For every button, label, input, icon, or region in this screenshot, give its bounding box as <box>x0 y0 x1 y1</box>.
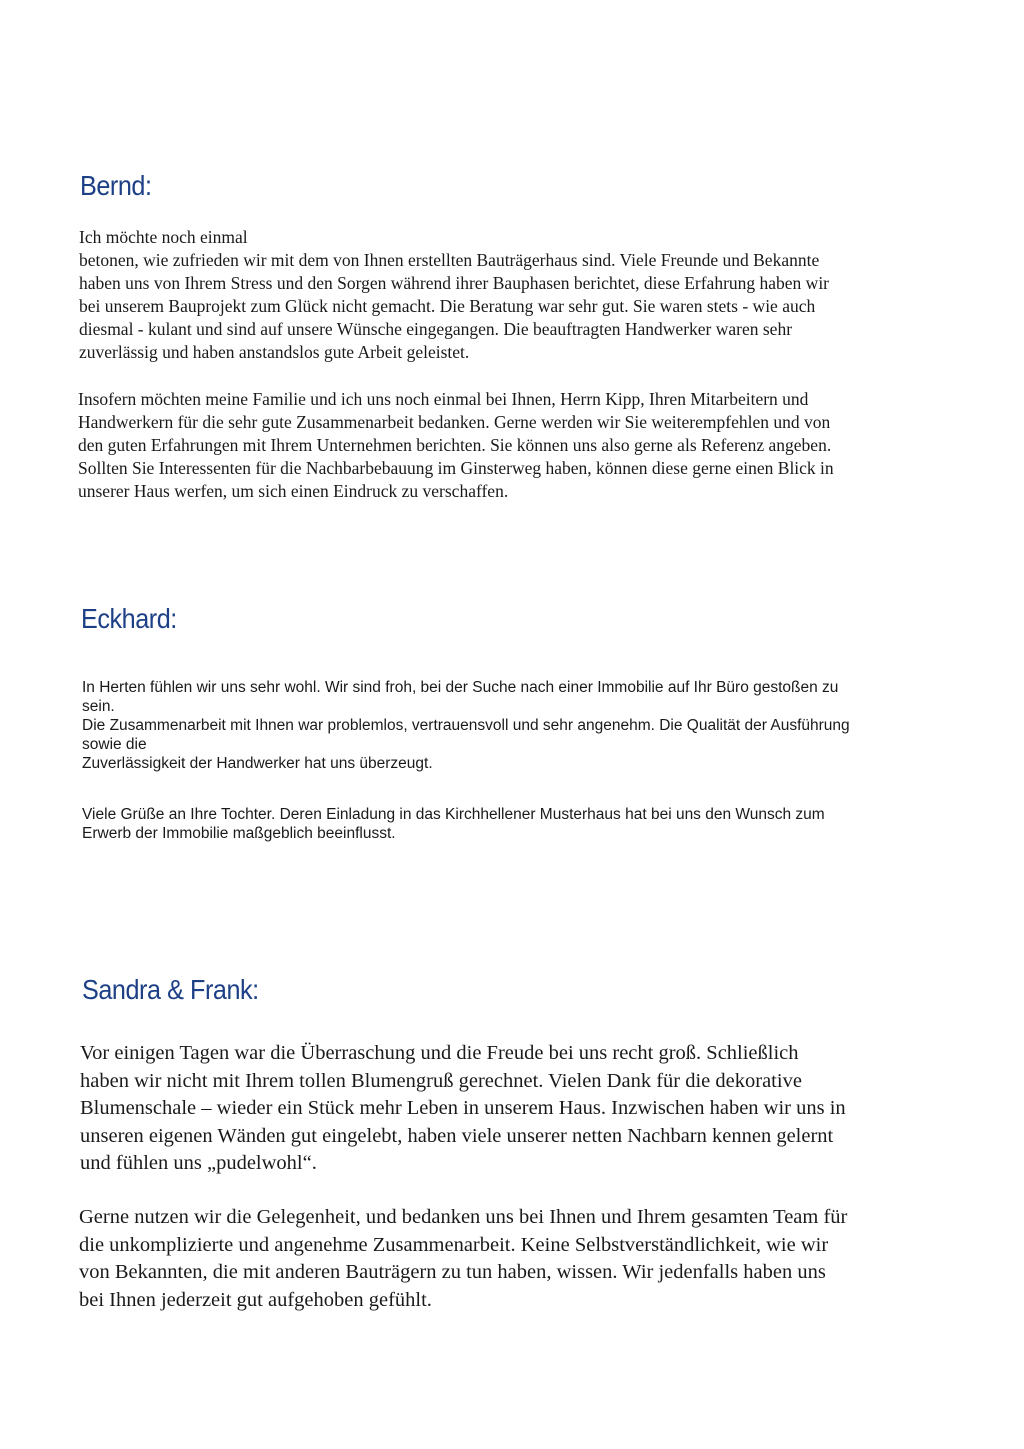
text-line: sein. <box>82 698 115 715</box>
testimonial-paragraph <box>79 1204 847 1314</box>
text-line: unserer Haus werfen, um sich einen Eindruck zu verschaffen. <box>78 481 509 501</box>
text-line: bei Ihnen jederzeit gut aufgehoben gefühlt. <box>79 1288 432 1311</box>
text-line: Viele Grüße an Ihre Tochter. Deren Einladung in das Kirchhellener Musterhaus hat bei uns den Wunsch zum <box>82 806 825 823</box>
text-line: zuverlässig und haben anstandslos gute Arbeit geleistet. <box>79 342 470 362</box>
text-line: den guten Erfahrungen mit Ihrem Unternehmen berichten. Sie können uns also gerne als Referenz angeben. <box>78 435 832 455</box>
text-line: unseren eigenen Wänden gut eingelebt, haben viele unserer netten Nachbarn kennen gelernt <box>80 1124 834 1147</box>
text-line: Handwerkern für die sehr gute Zusammenarbeit bedanken. Gerne werden wir Sie weiterempfehlen und von <box>78 412 831 432</box>
text-line: Ich möchte noch einmal <box>79 227 248 247</box>
testimonial-paragraph <box>78 388 834 503</box>
testimonial-paragraph <box>82 805 825 843</box>
text-line: Erwerb der Immobilie maßgeblich beeinflusst. <box>82 825 396 842</box>
text-line: In Herten fühlen wir uns sehr wohl. Wir sind froh, bei der Suche nach einer Immobilie auf Ihr Büro gestoßen zu <box>82 679 839 696</box>
text-line: diesmal - kulant und sind auf unsere Wünsche eingegangen. Die beauftragten Handwerker waren sehr <box>79 319 793 339</box>
text-line: Sollten Sie Interessenten für die Nachbarbebauung im Ginsterweg haben, können diese gerne einen Blick in <box>78 458 834 478</box>
text-line: betonen, wie zufrieden wir mit dem von Ihnen erstellten Bauträgerhaus sind. Viele Freunde und Bekannte <box>79 250 820 270</box>
text-line: Die Zusammenarbeit mit Ihnen war problemlos, vertrauensvoll und sehr angenehm. Die Qualität der Ausführung <box>82 717 850 734</box>
text-line: Insofern möchten meine Familie und ich uns noch einmal bei Ihnen, Herrn Kipp, Ihren Mitarbeitern und <box>78 389 809 409</box>
text-line: bei unserem Bauprojekt zum Glück nicht gemacht. Die Beratung war sehr gut. Sie waren stets - wie auch <box>79 296 816 316</box>
text-line: von Bekannten, die mit anderen Bauträgern zu tun haben, wissen. Wir jedenfalls haben uns <box>79 1261 826 1283</box>
testimonial-paragraph <box>80 1040 846 1178</box>
text-line: Vor einigen Tagen war die Überraschung und die Freude bei uns recht groß. Schließlich <box>80 1042 799 1064</box>
testimonial-paragraph <box>79 226 829 364</box>
text-line: sowie die <box>82 736 147 753</box>
text-line: Gerne nutzen wir die Gelegenheit, und bedanken uns bei Ihnen und Ihrem gesamten Team für <box>79 1206 848 1228</box>
text-line: haben uns von Ihrem Stress und den Sorgen während ihrer Bauphasen berichtet, diese Erfahrung haben wir <box>79 273 830 293</box>
testimonial-paragraph <box>82 678 850 773</box>
section-heading-eckhard: Eckhard: <box>81 603 177 634</box>
text-line: die unkomplizierte und angenehme Zusammenarbeit. Keine Selbstverständlichkeit, wie wir <box>79 1233 829 1256</box>
text-line: und fühlen uns „pudelwohl“. <box>80 1152 317 1174</box>
section-heading-bernd: Bernd: <box>80 170 152 201</box>
text-line: Zuverlässigkeit der Handwerker hat uns überzeugt. <box>82 755 433 772</box>
text-line: Blumenschale – wieder ein Stück mehr Leben in unserem Haus. Inzwischen haben wir uns in <box>80 1097 846 1119</box>
text-line: haben wir nicht mit Ihrem tollen Blumengruß gerechnet. Vielen Dank für die dekorative <box>80 1069 802 1092</box>
section-heading-sandra-frank: Sandra & Frank: <box>82 974 259 1005</box>
